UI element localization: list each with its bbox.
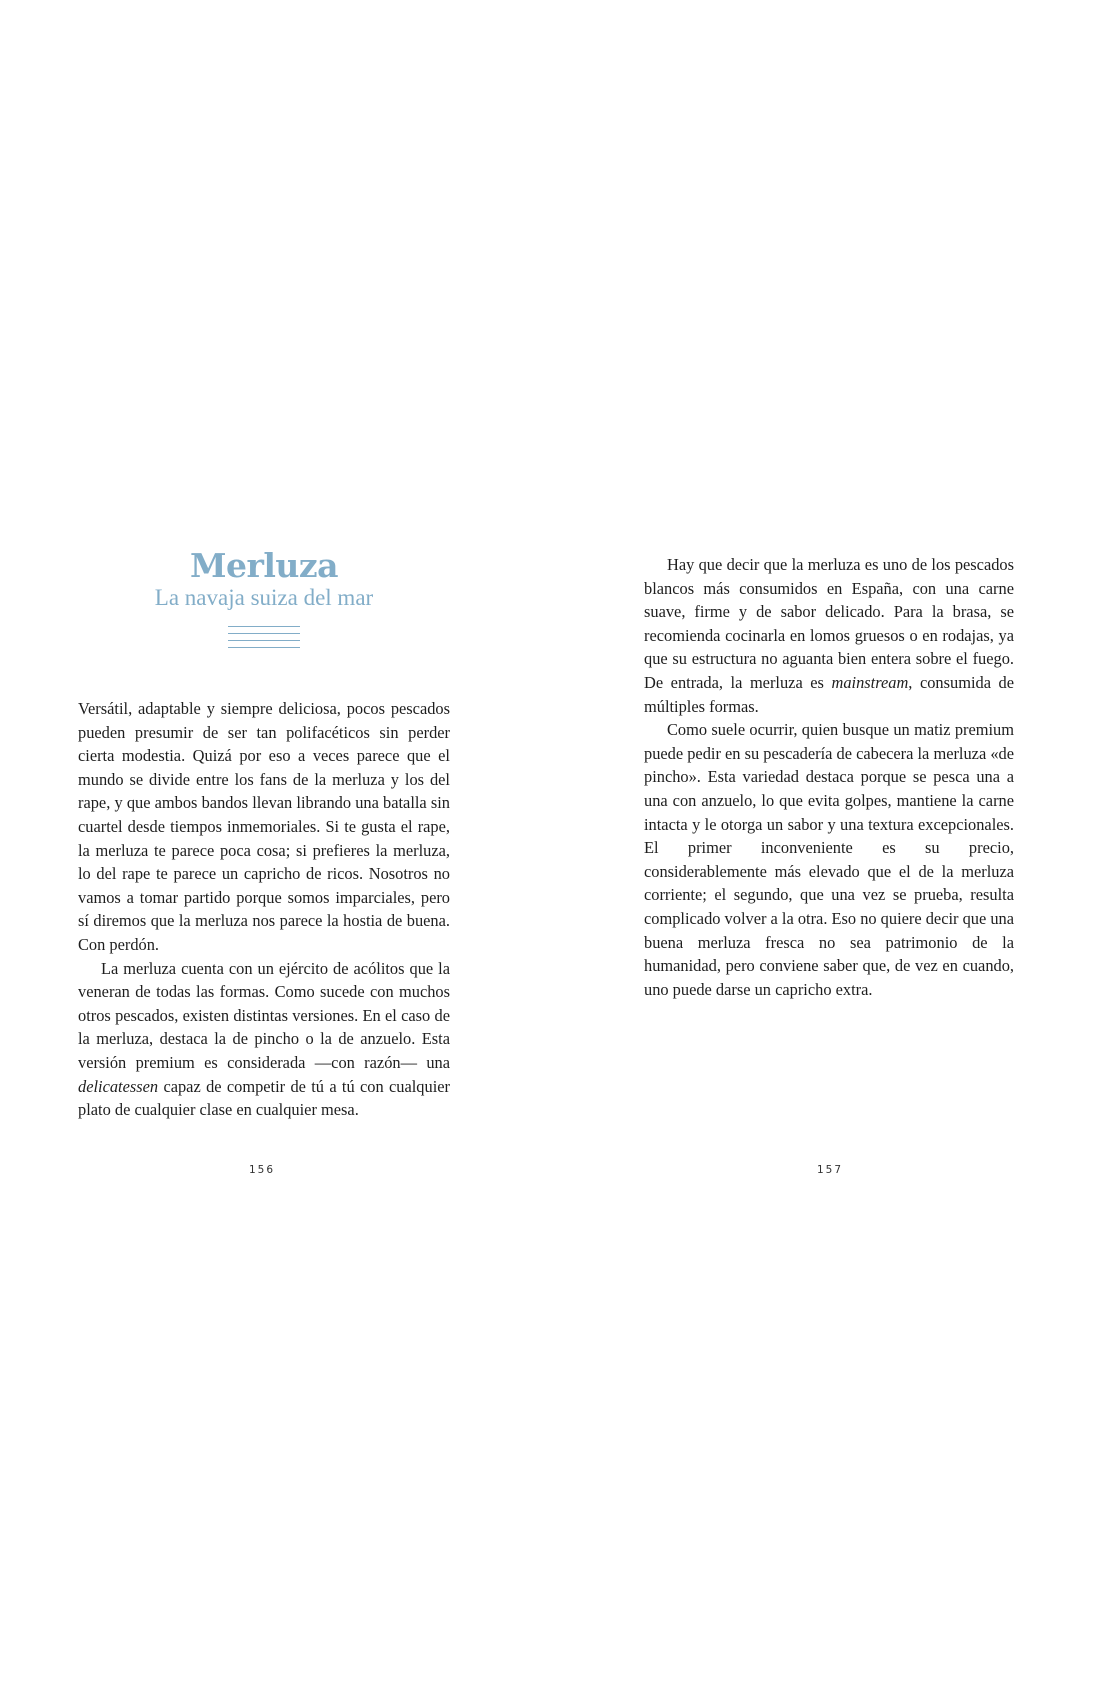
paragraph-text: , consumida de múltiples formas. (644, 672, 1014, 716)
body-paragraph (78, 957, 450, 1122)
paragraph-text: capaz de competir de tú a tú con cualquier plato de cualquier clase en cualquier mesa. (78, 1076, 450, 1120)
italic-term: delicatessen (78, 1076, 159, 1096)
body-paragraph (644, 553, 1014, 718)
body-paragraph: Como suele ocurrir, quien busque un matiz premium puede pedir en su pescadería de cabecera la merluza «de pincho». Esta variedad destaca porque se pesca una a una con anzuelo, lo que evita golpes, mantiene la carne intacta y le otorga un sabor y una textura excepcionales. El primer inconveniente es su precio, considerablemente más elevado que el de la merluza corriente; el segundo, que una vez se prueba, resulta complicado volver a la otra. Eso no quiere decir que una buena merluza fresca no sea patrimonio de la humanidad, pero conviene saber que, de vez en cuando, uno puede darse un capricho extra. (644, 720, 1015, 999)
chapter-subtitle: La navaja suiza del mar (154, 585, 374, 610)
body-paragraph: Versátil, adaptable y siempre deliciosa, pocos pescados pueden presumir de ser tan polifacéticos sin perder cierta modestia. Quizá por eso a veces parece que el mundo se divide entre los fans de la merluza y los del rape, y que ambos bandos llevan librando una batalla sin cuartel desde tiempos inmemoriales. Si te gusta el rape, la merluza te parece poca cosa; si prefieres la merluza, lo del rape te parece un capricho de ricos. Nosotros no vamos a tomar partido porque somos imparciales, pero sí diremos que la merluza nos parece la hostia de buena. Con perdón. (78, 699, 450, 954)
italic-term: mainstream (831, 672, 909, 692)
right-body-text (644, 553, 1014, 1001)
ornament-line (228, 640, 300, 641)
chapter-title: Merluza (189, 546, 339, 585)
heading-ornament (228, 626, 300, 648)
paragraph-text: Hay que decir que la merluza es uno de los pescados blancos más consumidos en España, con una carne suave, firme y de sabor delicado. Para la brasa, se recomienda cocinarla en lomos gruesos o en rodajas, ya que su estructura no aguanta bien entera sobre el fuego. De entrada, la merluza es (644, 555, 1014, 692)
left-body-text (78, 697, 450, 1122)
paragraph-text: La merluza cuenta con un ejército de acólitos que la veneran de todas las formas. Como sucede con muchos otros pescados, existen distintas versiones. En el caso de la merluza, destaca la de pincho o la de anzuelo. Esta versión premium es considerada —con razón— una (78, 958, 450, 1072)
ornament-line (228, 626, 300, 627)
ornament-line (228, 633, 300, 634)
page-number: 157 (816, 1164, 844, 1176)
ornament-line (228, 647, 300, 648)
right-page (550, 0, 1100, 1698)
chapter-heading (78, 548, 450, 654)
page-number: 156 (248, 1164, 276, 1176)
